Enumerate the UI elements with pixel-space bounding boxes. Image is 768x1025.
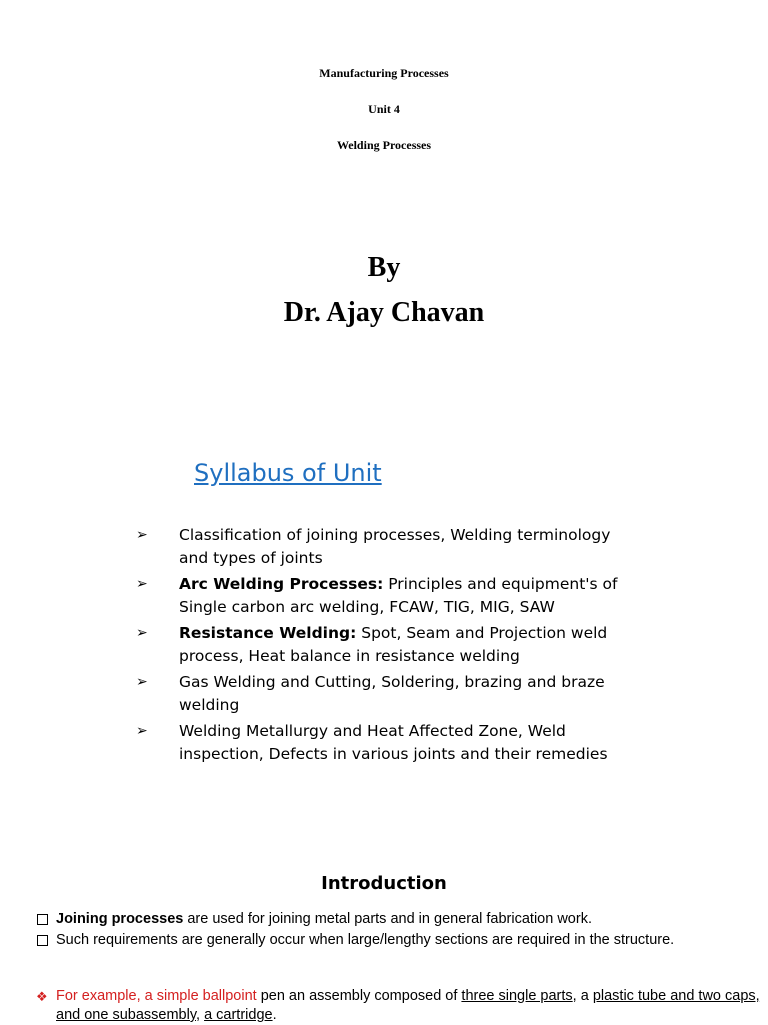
syllabus-item-text: Classification of joining processes, Welding terminology and types of joints bbox=[179, 526, 611, 567]
introduction-point-text: are used for joining metal parts and in general fabrication work. bbox=[183, 911, 592, 927]
syllabus-item bbox=[136, 573, 636, 619]
course-title: Manufacturing Processes bbox=[319, 66, 449, 80]
syllabus-item bbox=[136, 524, 636, 570]
syllabus-item-bold: Arc Welding Processes: bbox=[179, 575, 384, 593]
by-label: By bbox=[367, 252, 401, 283]
syllabus-item-text: Spot, Seam and Projection weld process, Heat balance in resistance welding bbox=[179, 624, 608, 665]
introduction-point-bold: Joining processes bbox=[56, 911, 184, 927]
example-underlined-term: three single parts bbox=[461, 988, 573, 1004]
unit-label: Unit 4 bbox=[368, 102, 400, 116]
diamond-bullet-icon: ❖ bbox=[36, 989, 48, 1004]
arrow-bullet-icon: ➢ bbox=[136, 674, 148, 690]
introduction-title: Introduction bbox=[321, 873, 447, 894]
syllabus-item-text: Gas Welding and Cutting, Soldering, brazing and braze welding bbox=[179, 673, 605, 714]
example-paragraph bbox=[36, 987, 766, 1025]
syllabus-item-text: Welding Metallurgy and Heat Affected Zone, Weld inspection, Defects in various joints and their remedies bbox=[179, 722, 608, 763]
example-text: , a bbox=[572, 988, 593, 1004]
author-name: Dr. Ajay Chavan bbox=[283, 297, 485, 328]
example-text: , bbox=[196, 1007, 205, 1023]
introduction-list bbox=[36, 910, 746, 952]
introduction-point bbox=[36, 910, 746, 929]
syllabus-item bbox=[136, 622, 636, 668]
introduction-point-text: Such requirements are generally occur when large/lengthy sections are required in the structure. bbox=[56, 932, 675, 948]
syllabus-item bbox=[136, 720, 636, 766]
arrow-bullet-icon: ➢ bbox=[136, 576, 148, 592]
syllabus-item-text: Principles and equipment's of Single carbon arc welding, FCAW, TIG, MIG, SAW bbox=[179, 575, 618, 616]
example-underlined-term: plastic tube and two caps, and one subassembly bbox=[56, 988, 760, 1023]
checkbox-bullet-icon bbox=[37, 914, 48, 925]
syllabus-item bbox=[136, 671, 636, 717]
arrow-bullet-icon: ➢ bbox=[136, 527, 148, 543]
example-underlined-term: a cartridge bbox=[204, 1007, 273, 1023]
arrow-bullet-icon: ➢ bbox=[136, 625, 148, 641]
topic-title: Welding Processes bbox=[336, 138, 432, 152]
introduction-point bbox=[36, 931, 746, 950]
syllabus-title: Syllabus of Unit bbox=[194, 459, 382, 487]
example-text: . bbox=[272, 1007, 277, 1023]
example-highlight: For example, a simple ballpoint bbox=[56, 988, 257, 1004]
syllabus-list bbox=[136, 524, 636, 769]
arrow-bullet-icon: ➢ bbox=[136, 723, 148, 739]
syllabus-item-bold: Resistance Welding: bbox=[179, 624, 357, 642]
checkbox-bullet-icon bbox=[37, 935, 48, 946]
example-text: pen an assembly composed of bbox=[256, 988, 462, 1004]
